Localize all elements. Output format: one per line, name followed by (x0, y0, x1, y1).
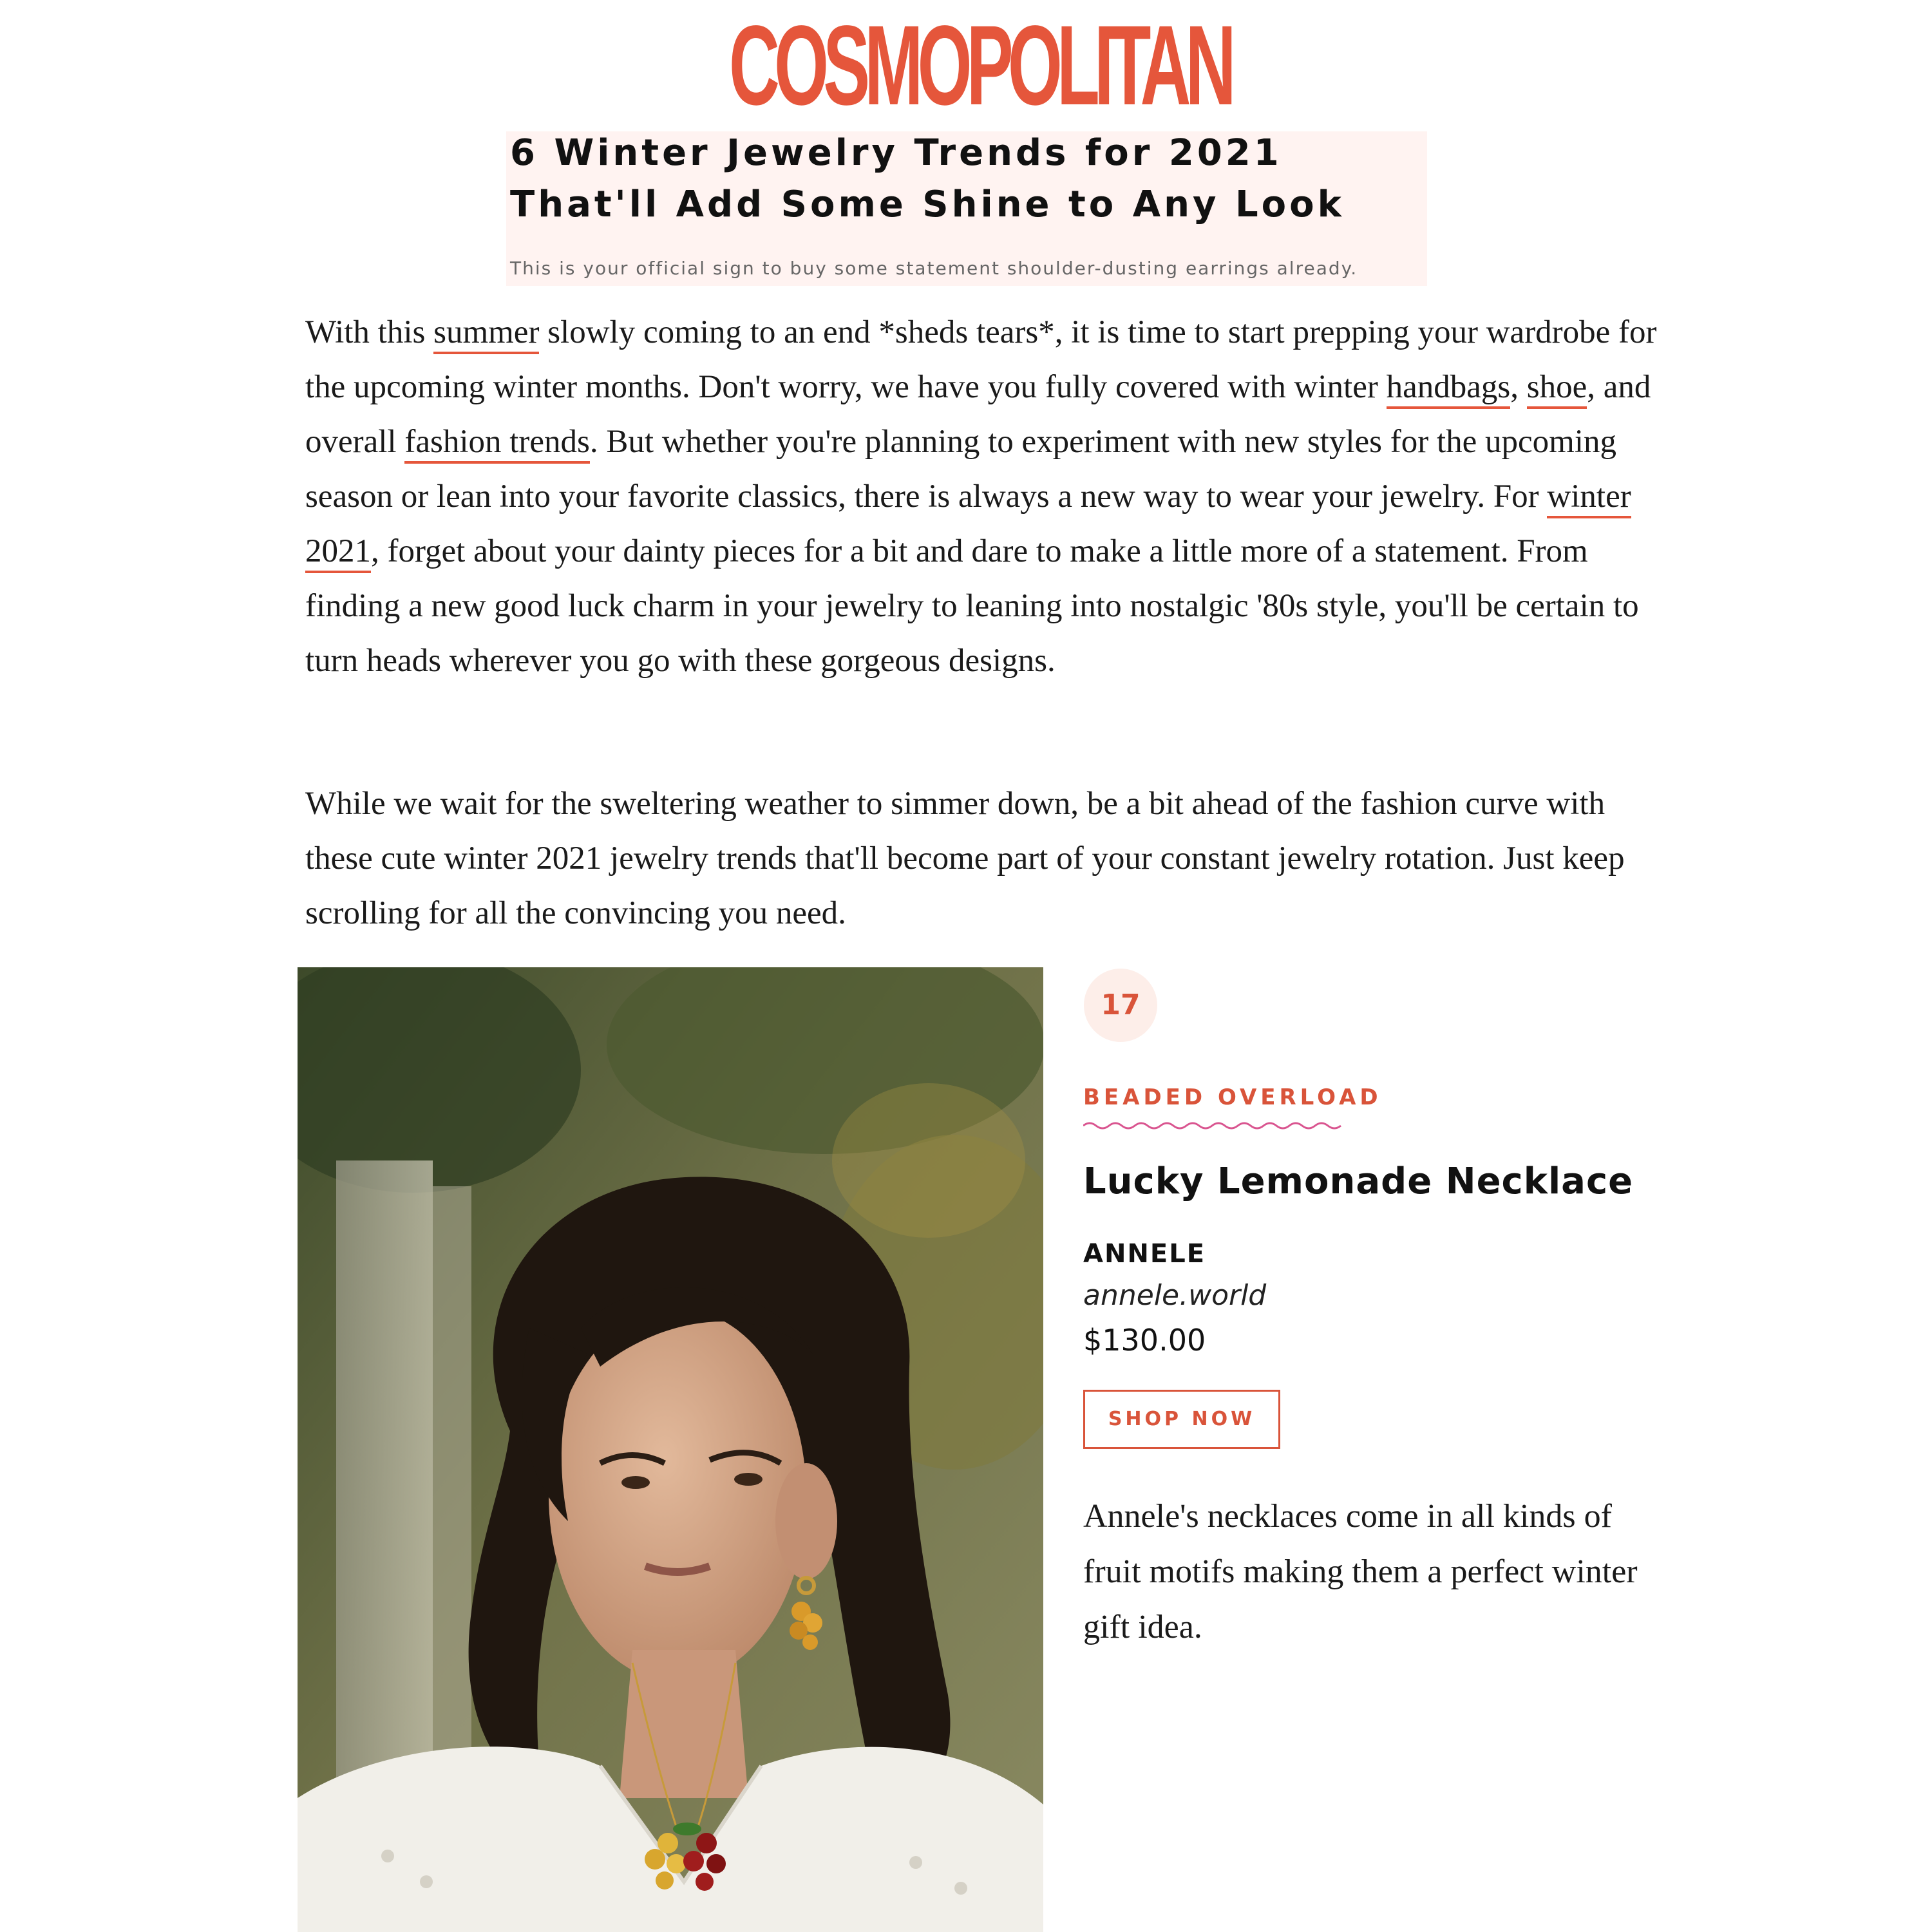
product-retailer[interactable]: annele.world (1083, 1279, 1267, 1312)
rank-badge: 17 (1084, 969, 1157, 1042)
link-shoe[interactable]: shoe (1527, 369, 1587, 409)
second-paragraph: While we wait for the sweltering weather to simmer down, be a bit ahead of the fashion curve with these cute winter 2021 jewelry trends that'll become part of your constant jewelry rotation. Just keep scrolling for all the convincing you need. (305, 786, 1625, 931)
link-summer[interactable]: summer (433, 314, 539, 354)
model-portrait-illustration (298, 967, 1043, 1932)
link-winter-2021[interactable]: winter 2021 (305, 478, 1631, 573)
intro-text-3: , (1510, 369, 1527, 405)
product-brand: ANNELE (1083, 1239, 1206, 1269)
product-name: Lucky Lemonade Necklace (1083, 1160, 1634, 1202)
article-dek: This is your official sign to buy some statement shoulder-dusting earrings already. (510, 258, 1358, 279)
intro-paragraph (305, 305, 1671, 688)
product-category: BEADED OVERLOAD (1083, 1084, 1382, 1110)
intro-text-6: , forget about your dainty pieces for a bit and dare to make a little more of a statement. From finding a new good luck charm in your jewelry to leaning into nostalgic '80s style, you'll be certain to turn heads wherever you go with these gorgeous designs. (305, 533, 1639, 679)
link-fashion-trends[interactable]: fashion trends (404, 424, 590, 464)
product-price: $130.00 (1083, 1323, 1206, 1358)
link-handbags[interactable]: handbags (1387, 369, 1511, 409)
shop-now-button[interactable]: SHOP NOW (1083, 1390, 1280, 1449)
product-caption: Annele's necklaces come in all kinds of fruit motifs making them a perfect winter gift idea. (1083, 1498, 1638, 1645)
cosmopolitan-logo[interactable]: COSMOPOLITAN (729, 3, 1231, 129)
squiggle-divider (1083, 1121, 1345, 1131)
intro-text-1: With this (305, 314, 434, 350)
intro-text-2: slowly coming to an end *sheds tears*, it is time to start prepping your wardrobe for the upcoming winter months. Don't worry, we have you fully covered with winter (305, 314, 1657, 405)
intro-text-4: , and overall (305, 369, 1651, 460)
article-headline: 6 Winter Jewelry Trends for 2021 That'll Add Some Shine to Any Look (510, 132, 1345, 225)
product-photo[interactable] (298, 967, 1043, 1932)
intro-text-5: . But whether you're planning to experiment with new styles for the upcoming season or lean into your favorite classics, there is always a new way to wear your jewelry. For (305, 424, 1616, 515)
